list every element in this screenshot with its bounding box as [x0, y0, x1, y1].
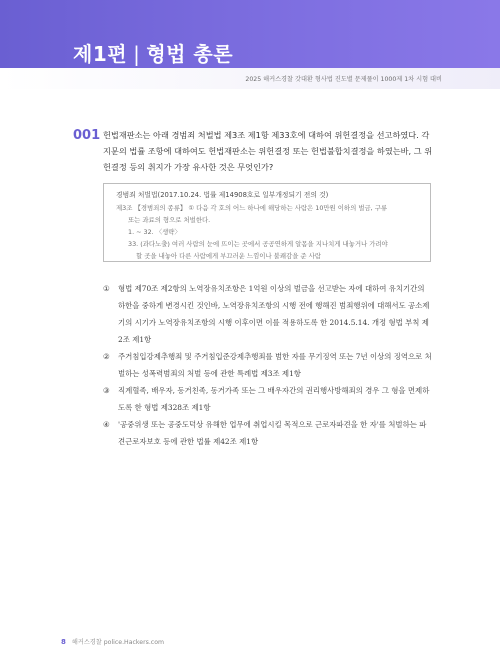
option-text: 직계혈족, 배우자, 동거친족, 동거가족 또는 그 배우자간의 권리행사방해죄의 경우 그 형을 면제하도록 한 형법 제328조 제1항 — [118, 386, 430, 412]
footer-text: 해커스경찰 police.Hackers.com — [71, 639, 165, 646]
chapter-title — [73, 38, 233, 67]
page-number: 8 — [61, 638, 66, 646]
answer-options — [103, 280, 433, 450]
reference-line: 할 곳을 내놓아 다른 사람에게 부끄러운 느낌이나 불쾌감을 준 사람 — [136, 252, 321, 260]
answer-option-4[interactable] — [103, 416, 433, 450]
reference-title: 경범죄 처벌법(2017.10.24. 법률 제14908호로 일부개정되기 전의 것) — [116, 191, 329, 199]
title-separator: | — [133, 42, 141, 66]
reference-line: 33. (과다노출) 여러 사람의 눈에 뜨이는 곳에서 공공연하게 알몸을 지나치게 내놓거나 가려야 — [128, 240, 388, 248]
option-marker: ③ — [103, 386, 110, 395]
page-footer — [61, 637, 164, 646]
option-text: 주거침입강제추행죄 및 주거침입준강제추행죄를 범한 자를 무기징역 또는 7년 이상의 징역으로 처벌하는 성폭력범죄의 처벌 등에 관한 특례법 제3조 제1항 — [118, 352, 432, 378]
option-marker: ① — [103, 284, 110, 293]
book-subtitle: 2025 해커스경찰 갓대환 형사법 진도별 문제풀이 1000제 1차 시험 대비 — [245, 76, 442, 83]
question-text: 헌법재판소는 아래 경범죄 처벌법 제3조 제1항 제33호에 대하여 위헌결정을 선고하였다. 각 지문의 법률 조항에 대하여도 헌법재판소는 위헌결정 또는 헌법불합치결정을 하였는바, 그 위헌결정 등의 취지가 가장 유사한 것은 무엇인가? — [103, 130, 433, 172]
option-marker: ④ — [103, 420, 110, 429]
question-number: 001 — [73, 128, 101, 143]
reference-line: 제3조 【경범죄의 종류】 ① 다음 각 호의 어느 하나에 해당하는 사람은 10만원 이하의 벌금, 구류 — [116, 204, 388, 212]
reference-line: 1. ~ 32. 〈생략〉 — [128, 228, 181, 236]
answer-option-2[interactable] — [103, 348, 433, 382]
chapter-name: 형법 총론 — [146, 42, 234, 66]
option-marker: ② — [103, 352, 110, 361]
chapter-part: 제1편 — [73, 42, 128, 66]
chapter-banner — [0, 0, 500, 68]
answer-option-1[interactable] — [103, 280, 433, 348]
answer-option-3[interactable] — [103, 382, 433, 416]
reference-box — [103, 183, 431, 262]
reference-line: 또는 과료의 형으로 처벌한다. — [128, 216, 211, 224]
option-text: 형법 제70조 제2항의 노역장유치조항은 1억원 이상의 벌금을 선고받는 자에 대하여 유치기간의 하한을 중하게 변경시킨 것인바, 노역장유치조항의 시행 전에 행해진 범죄행위에 대해서도 공소제기의 시기가 노역장유치조항의 시행 이후이면 이를 적용하도록 한 2014.5.14. 개정 형법 부칙 제2조 제1항 — [118, 284, 430, 344]
option-text: '공중위생 또는 공중도덕상 유해한 업무에 취업시킬 목적으로 근로자파견을 한 자'를 처벌하는 파견근로자보호 등에 관한 법률 제42조 제1항 — [118, 420, 427, 446]
